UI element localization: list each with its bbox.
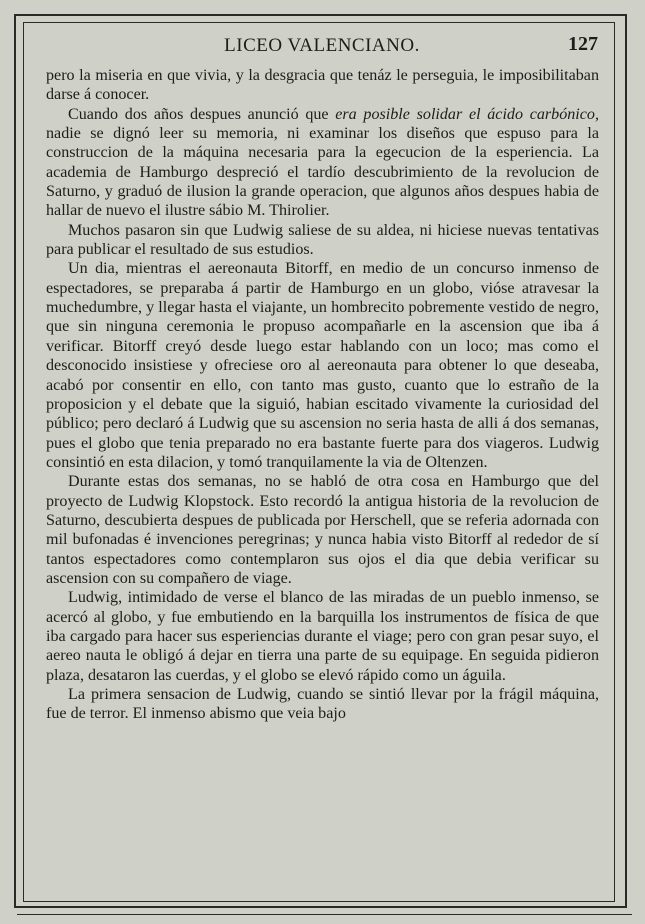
paragraph-3: Muchos pasaron sin que Ludwig saliese de su aldea, ni hiciese nuevas tentativas para publicar el resultado de sus estudios. [46,221,599,259]
paragraph-4: Un dia, mientras el aereonauta Bitorff, en medio de un concurso inmenso de espectadores, se preparaba á partir de Hamburgo en un globo, vióse atravesar la muchedumbre, y llegar hasta el viajante, un hombrecito pobremente vestido de negro, que sin ninguna ceremonia le propuso acompañarle en la ascension que iba á verificar. Bitorff creyó desde luego estar hablando con un loco; mas como el desconocido insistiese y ofreciese oro al aereonauta para obtener lo que deseaba, acabó por consentir en ello, con tanto mas gusto, cuanto que lo estraño de la proposicion y el debate que la siguió, habian escitado vivamente la curiosidad del público; pero declaró á Ludwig que su ascension no seria hasta de alli á dos semanas, pues el globo que tenia preparado no era bastante fuerte para dos viageros. Ludwig consintió en esta dilacion, y tomó tranquilamente la via de Oltenzen. [46,260,599,471]
paragraph-1: pero la miseria en que vivia, y la desgracia que tenáz le perseguia, le imposibilitaban darse á conocer. [46,67,599,104]
bottom-rule [17,914,632,915]
paragraph-2-start: Cuando dos años despues anunció que [68,105,336,123]
paragraph-2 [46,105,599,221]
paragraph-7: La primera sensacion de Ludwig, cuando se sintió llevar por la frágil máquina, fue de terror. El inmenso abismo que veia bajo [46,686,599,723]
paragraph-2-emphasis: era posible solidar el ácido carbónico, [335,105,599,123]
running-title: LICEO VALENCIANO. [224,35,420,56]
paragraph-6: Ludwig, intimidado de verse el blanco de las miradas de un pueblo inmenso, se acercó al globo, y fue embutiendo en la barquilla los instrumentos de física de que iba cargado para hacer sus esperiencias durante el viage; pero con gran pesar suyo, el aereo nauta le obligó á dejar en tierra una parte de su equipage. En seguida pidieron plaza, desataron las cuerdas, y el globo se elevó rápido como un águila. [46,589,599,684]
page-header [46,33,598,63]
page-number: 127 [568,33,598,55]
paragraph-5: Durante estas dos semanas, no se habló de otra cosa en Hamburgo que del proyecto de Ludwig Klopstock. Esto recordó la antigua historia de la revolucion de Saturno, descubierta despues de publicada por Herschell, que se referia adornada con mil bufonadas é invenciones peregrinas; y nunca habia visto Bitorff al rededor de sí tantos espectadores como contemplaron sus ojos el dia que debia verificar su ascension con su compañero de viage. [46,473,599,587]
body-text [46,66,599,724]
paragraph-2-rest: nadie se dignó leer su memoria, ni examinar los diseños que espuso para la construccion de la máquina necesaria para la egecucion de la esperiencia. La academia de Hamburgo despreció el tardío descubrimiento de la revolucion de Saturno, y graduó de ilusion la grande operacion, que algunos años despues habia de hallar de nuevo el ilustre sábio M. Thirolier. [46,125,599,220]
